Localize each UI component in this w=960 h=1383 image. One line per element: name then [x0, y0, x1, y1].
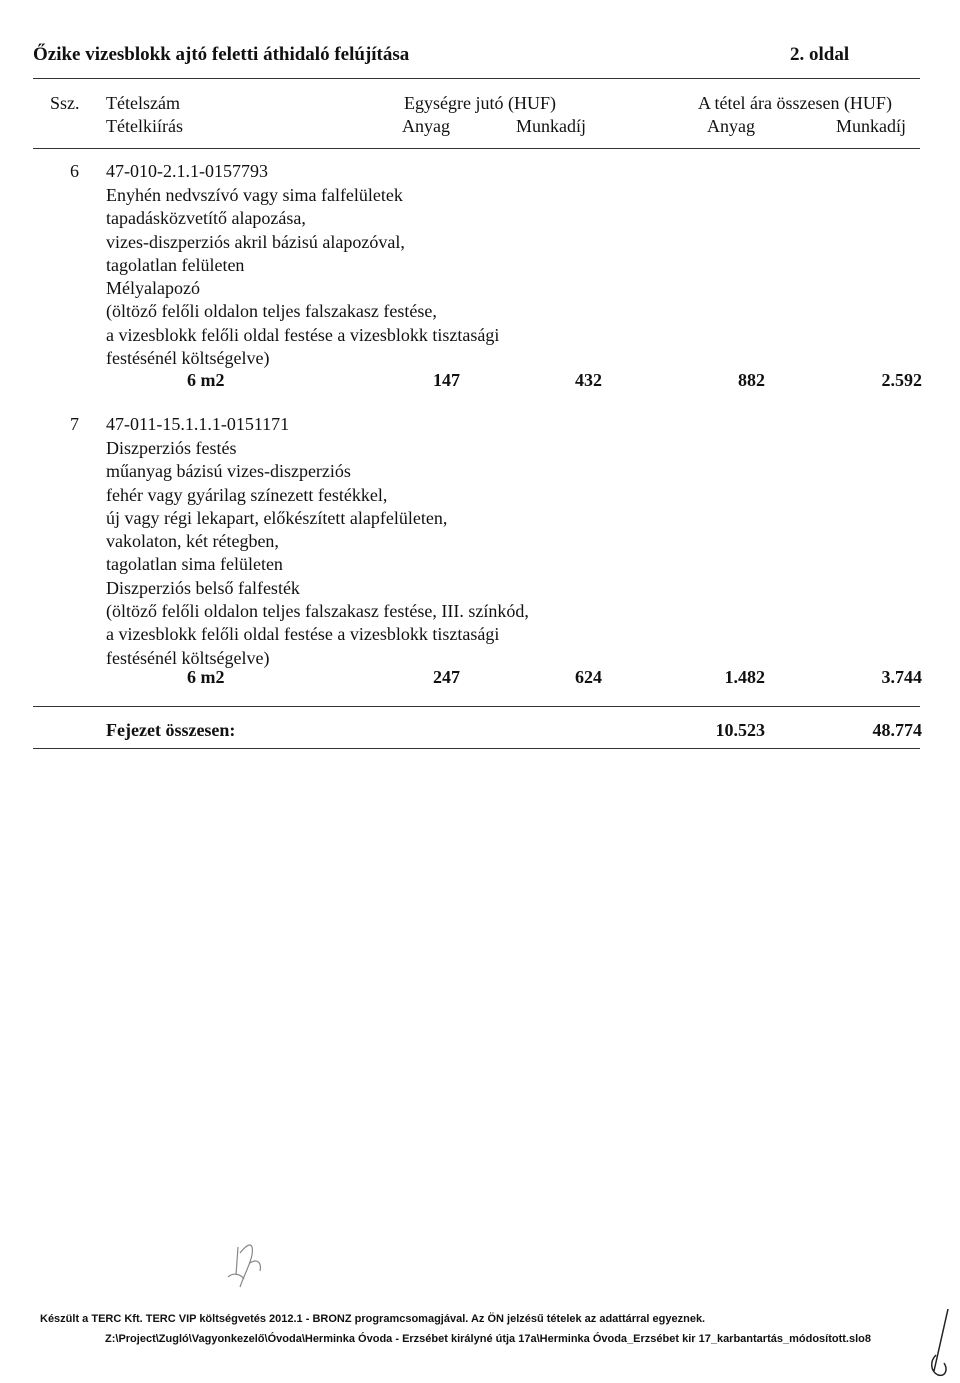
- description-line: Diszperziós belső falfesték: [106, 577, 300, 598]
- col-tetelkiiras: Tételkiírás: [106, 116, 183, 136]
- col-munkadij-unit: Munkadíj: [516, 116, 586, 136]
- footer-generator-note: Készült a TERC Kft. TERC VIP költségvetés 2012.1 - BRONZ programcsomagjával. Az ÖN jelzésű tételek az adattárral egyeznek.: [40, 1313, 706, 1325]
- description-line: festésénél költségelve): [106, 348, 270, 369]
- col-munkadij-total: Munkadíj: [836, 116, 906, 136]
- chapter-total-label: Fejezet összesen:: [106, 720, 236, 740]
- col-tetelszam: Tételszám: [106, 93, 180, 113]
- col-ssz: Ssz.: [50, 93, 80, 113]
- description-line: Enyhén nedvszívó vagy sima falfelületek: [106, 185, 403, 205]
- item-quantity: 6 m2: [187, 667, 225, 687]
- description-line: vakolaton, két rétegben,: [106, 531, 279, 552]
- header-divider: [33, 78, 920, 79]
- footer-file-path: Z:\Project\Zugló\Vagyonkezelő\Óvoda\Herminka Óvoda - Erzsébet királyné útja 17a\Herminka Óvoda_Erzsébet kir 17_karbantartás_módosított.slo8: [105, 1333, 871, 1345]
- item-code: 47-011-15.1.1.1-0151171: [106, 414, 290, 434]
- chapter-total-munkadij: 48.774: [872, 720, 922, 740]
- unit-munkadij-value: 624: [575, 667, 602, 687]
- description-line: vizes-diszperziós akril bázisú alapozóval,: [106, 231, 405, 252]
- description-line: (öltöző felőli oldalon teljes falszakasz festése, III. színkód,: [106, 601, 529, 622]
- column-header-divider: [33, 148, 920, 149]
- item-description: [106, 437, 529, 670]
- item-ssz: 6: [70, 161, 79, 181]
- description-line: a vizesblokk felőli oldal festése a vizesblokk tisztasági: [106, 324, 500, 345]
- col-osszesen: A tétel ára összesen (HUF): [698, 93, 892, 113]
- description-line: a vizesblokk felőli oldal festése a vizesblokk tisztasági: [106, 624, 500, 645]
- col-anyag-unit: Anyag: [402, 116, 450, 136]
- item-quantity: 6 m2: [187, 370, 225, 390]
- margin-bracket: [922, 1305, 956, 1380]
- item-description: [106, 184, 499, 370]
- summary-bottom-divider: [33, 748, 920, 749]
- description-line: tapadásközvetítő alapozása,: [106, 208, 306, 229]
- signature-mark: [210, 1235, 290, 1305]
- item-code: 47-010-2.1.1-0157793: [106, 161, 268, 181]
- total-munkadij-value: 2.592: [881, 370, 922, 390]
- total-munkadij-value: 3.744: [881, 667, 922, 687]
- description-line: tagolatlan felületen: [106, 254, 245, 275]
- total-anyag-value: 882: [738, 370, 765, 390]
- description-line: tagolatlan sima felületen: [106, 554, 283, 575]
- unit-anyag-value: 247: [433, 667, 460, 687]
- description-line: fehér vagy gyárilag színezett festékkel,: [106, 484, 388, 505]
- document-title: Őzike vizesblokk ajtó feletti áthidaló felújítása: [33, 44, 410, 65]
- page-number: 2. oldal: [790, 44, 850, 65]
- total-anyag-value: 1.482: [724, 667, 765, 687]
- description-line: műanyag bázisú vizes-diszperziós: [106, 461, 351, 482]
- description-line: Diszperziós festés: [106, 438, 237, 458]
- description-line: festésénél költségelve): [106, 647, 270, 668]
- col-anyag-total: Anyag: [707, 116, 755, 136]
- description-line: új vagy régi lekapart, előkészített alapfelületen,: [106, 507, 448, 528]
- description-line: (öltöző felőli oldalon teljes falszakasz festése,: [106, 301, 437, 322]
- description-line: Mélyalapozó: [106, 278, 200, 299]
- col-egysegre: Egységre jutó (HUF): [404, 93, 556, 113]
- unit-munkadij-value: 432: [575, 370, 602, 390]
- summary-divider: [33, 706, 920, 707]
- chapter-total-anyag: 10.523: [715, 720, 765, 740]
- item-ssz: 7: [70, 414, 79, 434]
- unit-anyag-value: 147: [433, 370, 460, 390]
